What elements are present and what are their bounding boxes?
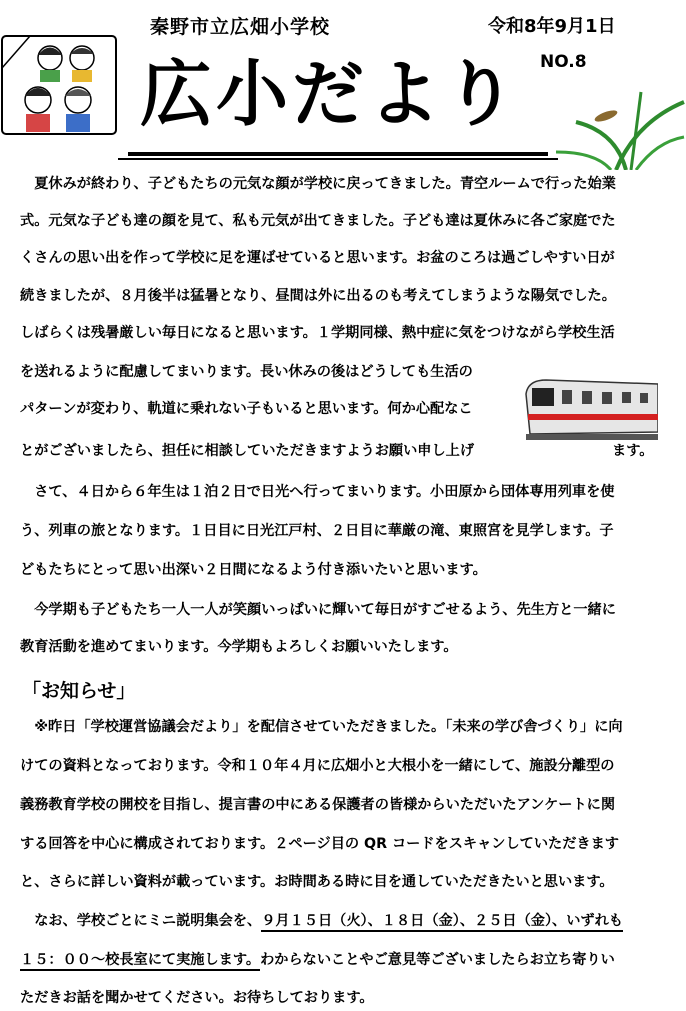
body-line-8: とがございましたら、担任に相談していただきますようお願い申し上げ: [20, 443, 475, 459]
body-line-4: 続きましたが、８月後半は猛暑となり、昼間は外に出るのも考えてしまうような陽気でした。: [20, 288, 616, 304]
notice-line-6-plain: なお、学校ごとにミニ説明集会を、: [20, 913, 262, 929]
notice-line-6: [20, 911, 670, 931]
title-underline-thin: [118, 158, 558, 160]
notice-line-5: と、さらに詳しい資料が載っています。お時間ある時に目を通していただきたいと思います。: [20, 874, 614, 890]
notice-line-2: けての資料となっております。令和１０年４月に広畑小と大根小を一緒にして、施設分離型の: [20, 758, 615, 774]
notice-heading: 「お知らせ」: [22, 680, 136, 702]
notice-line-3: 義務教育学校の開校を目指し、提言書の中にある保護者の皆様からいただいたアンケートに関: [20, 797, 616, 813]
meeting-time: １５：００～校長室にて実施します。: [20, 952, 260, 971]
notice-line-7: [20, 950, 670, 970]
newsletter-title: 広小だより: [140, 52, 521, 136]
body-line-13: 教育活動を進めてまいります。今学期もよろしくお願いいたします。: [20, 639, 458, 655]
body-line-8-tail: ます。: [612, 443, 654, 459]
body-line-11: どもたちにとって思い出深い２日間になるよう付き添いたいと思います。: [20, 562, 487, 578]
body-line-5: しばらくは残暑厳しい毎日になると思います。１学期同様、熱中症に気をつけながら学校生活: [20, 325, 615, 341]
school-name: 秦野市立広畑小学校: [150, 16, 331, 38]
body-line-1: 夏休みが終わり、子どもたちの元気な顔が学校に戻ってきました。青空ルームで行った始業: [20, 176, 616, 192]
body-line-2: 式。元気な子ども達の顔を見て、私も元気が出てきました。子ども達は夏休みに各ご家庭でた: [20, 213, 616, 229]
notice-line-8: ただきお話を聞かせてください。お待ちしております。: [20, 990, 374, 1006]
notice-line-7-plain: わからないことやご意見等ございましたらお立ち寄りい: [260, 952, 615, 968]
body-line-6: を送れるように配慮してまいります。長い休みの後はどうしても生活の: [20, 364, 473, 380]
title-underline: [128, 152, 548, 156]
issue-number: NO.8: [540, 52, 587, 72]
body-line-3: くさんの思い出を作って学校に足を運ばせていると思います。お盆のころは過ごしやすい日が: [20, 250, 615, 266]
notice-line-4: する回答を中心に構成されております。２ページ目の QR コードをスキャンしていただきます: [20, 836, 619, 852]
body-line-7: パターンが変わり、軌道に乗れない子もいると思います。何か心配なこ: [20, 401, 473, 417]
body-line-12: 今学期も子どもたち一人一人が笑顔いっぱいに輝いて毎日がすごせるよう、先生方と一緒に: [20, 602, 616, 618]
body-line-10: う、列車の旅となります。１日目に日光江戸村、２日目に華厳の滝、東照宮を見学します。子: [20, 523, 614, 539]
notice-line-1: ※昨日「学校運営協議会だより」を配信させていただきました。「未来の学び舎づくり」に向: [20, 719, 623, 735]
grass-illustration: [556, 82, 686, 170]
issue-date: 令和8年9月1日: [488, 16, 616, 37]
kids-illustration: [0, 28, 118, 138]
meeting-dates: ９月１５日（火）、１８日（金）、２５日（金）、いずれも: [261, 913, 623, 932]
body-line-9: さて、４日から６年生は１泊２日で日光へ行ってまいります。小田原から団体専用列車を使: [20, 484, 615, 500]
